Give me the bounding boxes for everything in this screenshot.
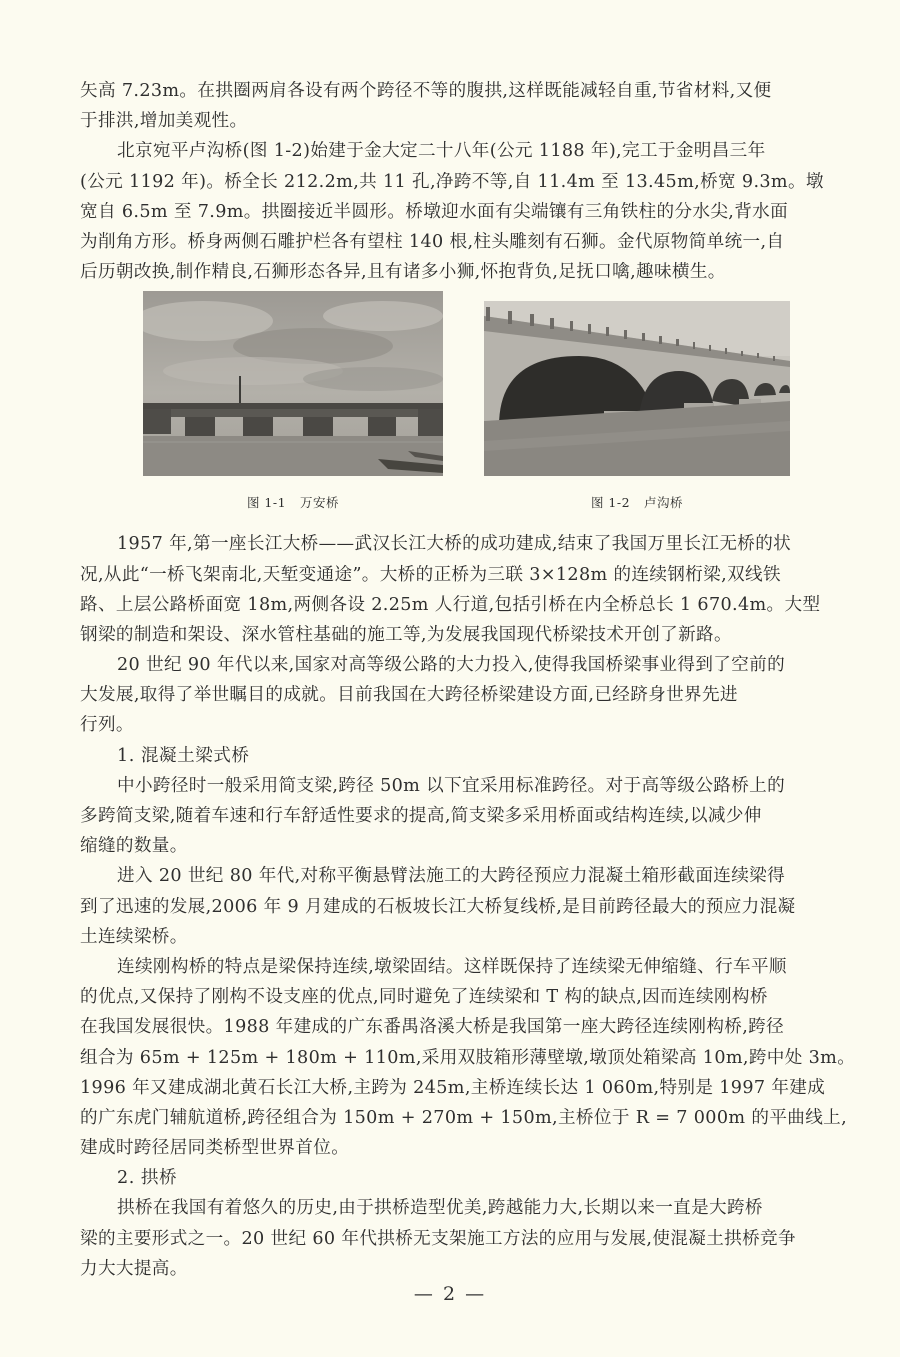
text-line: 的优点,又保持了刚构不设支座的优点,同时避免了连续梁和 T 构的缺点,因而连续刚构桥 [80, 987, 768, 1008]
text-line: 况,从此“一桥飞架南北,天堑变通途”。大桥的正桥为三联 3×128m 的连续钢桁梁,双线铁 [80, 564, 781, 585]
text-line: 路、上层公路桥面宽 18m,两侧各设 2.25m 人行道,包括引桥在内全桥总长 1 670.4m。大型 [80, 594, 821, 615]
figure-1-2 [484, 301, 790, 511]
text-line: 梁的主要形式之一。20 世纪 60 年代拱桥无支架施工方法的应用与发展,使混凝土拱桥竞争 [80, 1228, 796, 1249]
text-line: 建成时跨径居同类桥型世界首位。 [80, 1138, 350, 1159]
figure-title: 卢沟桥 [644, 495, 684, 511]
text-line: 为削角方形。桥身两侧石雕护栏各有望柱 140 根,柱头雕刻有石狮。金代原物简单统一,自 [80, 231, 785, 252]
text-line: 中小跨径时一般采用简支梁,跨径 50m 以下宜采用标准跨径。对于高等级公路桥上的 [117, 775, 786, 796]
text-line: 宽自 6.5m 至 7.9m。拱圈接近半圆形。桥墩迎水面有尖端镶有三角铁柱的分水尖,背水面 [80, 201, 789, 222]
figure-number: 图 1-2 [590, 495, 631, 511]
text-line: 北京宛平卢沟桥(图 1-2)始建于金大定二十八年(公元 1188 年),完工于金明昌三年 [117, 141, 766, 162]
document-page [80, 76, 856, 1284]
text-line: 的广东虎门辅航道桥,跨径组合为 150m + 270m + 150m,主桥位于 R = 7 000m 的平曲线上, [80, 1107, 848, 1128]
text-line: 钢梁的制造和架设、深水管柱基础的施工等,为发展我国现代桥梁技术开创了新路。 [80, 624, 732, 645]
paragraph-wanan-continuation [80, 76, 824, 136]
text-line: 于排洪,增加美观性。 [80, 111, 248, 132]
text-line: 行列。 [80, 715, 134, 736]
text-line: 到了迅速的发展,2006 年 9 月建成的石板坡长江大桥复线桥,是目前跨径最大的预应力混凝 [80, 896, 796, 917]
text-line: 连续刚构桥的特点是梁保持连续,墩梁固结。这样既保持了连续梁无伸缩缝、行车平顺 [117, 956, 787, 977]
page-number: — 2 — [413, 1283, 487, 1305]
paragraph-lugou-bridge [80, 136, 824, 287]
text-line: 矢高 7.23m。在拱圈两肩各设有两个跨径不等的腹拱,这样既能减轻自重,节省材料,又便 [80, 81, 772, 101]
photo-wanan-bridge [143, 291, 443, 476]
paragraph-continuous-beam [80, 861, 824, 952]
paragraph-arch-bridge [80, 1193, 824, 1284]
section-heading-arch [80, 1163, 824, 1193]
figure-number: 图 1-1 [246, 495, 287, 511]
text-line: 1996 年又建成湖北黄石长江大桥,主跨为 245m,主桥连续长达 1 060m,特别是 1997 年建成 [80, 1077, 826, 1098]
figure-caption [143, 493, 443, 511]
paragraph-rigid-frame [80, 952, 856, 1163]
figure-caption [484, 493, 790, 511]
paragraph-wuhan-bridge [80, 529, 824, 650]
text-line: 大发展,取得了举世瞩目的成就。目前我国在大跨径桥梁建设方面,已经跻身世界先进 [80, 685, 738, 706]
figure-1-1 [143, 291, 443, 511]
text-line: 拱桥在我国有着悠久的历史,由于拱桥造型优美,跨越能力大,长期以来一直是大跨桥 [117, 1198, 763, 1219]
text-line: 20 世纪 90 年代以来,国家对高等级公路的大力投入,使得我国桥梁事业得到了空前的 [117, 655, 786, 676]
text-line: 力大大提高。 [80, 1258, 188, 1279]
text-line: 后历朝改换,制作精良,石狮形态各异,且有诸多小狮,怀抱背负,足抚口噙,趣味横生。 [80, 262, 726, 283]
text-line: 组合为 65m + 125m + 180m + 110m,采用双肢箱形薄壁墩,墩顶处箱梁高 10m,跨中处 3m。 [80, 1047, 856, 1068]
text-line: 进入 20 世纪 80 年代,对称平衡悬臂法施工的大跨径预应力混凝土箱形截面连续梁得 [117, 866, 786, 887]
lugou-bridge-image [484, 301, 790, 476]
section-heading: 1. 混凝土梁式桥 [117, 745, 250, 766]
paragraph-nineties [80, 650, 824, 741]
text-line: 多跨简支梁,随着车速和行车舒适性要求的提高,简支梁多采用桥面或结构连续,以减少伸 [80, 806, 762, 826]
text-line: 土连续梁桥。 [80, 926, 188, 947]
text-line: 缩缝的数量。 [80, 836, 188, 857]
figure-row [80, 289, 824, 529]
section-heading-concrete-beam [80, 741, 824, 771]
photo-lugou-bridge [484, 301, 790, 476]
text-line: 在我国发展很快。1988 年建成的广东番禺洛溪大桥是我国第一座大跨径连续刚构桥,跨径 [80, 1017, 785, 1038]
section-heading: 2. 拱桥 [117, 1168, 178, 1189]
text-line: 1957 年,第一座长江大桥——武汉长江大桥的成功建成,结束了我国万里长江无桥的状 [117, 534, 792, 555]
figure-title: 万安桥 [300, 495, 340, 511]
text-line: (公元 1192 年)。桥全长 212.2m,共 11 孔,净跨不等,自 11.4m 至 13.45m,桥宽 9.3m。墩 [80, 171, 824, 192]
paragraph-simple-beam [80, 771, 824, 862]
wanan-bridge-image [143, 291, 443, 476]
